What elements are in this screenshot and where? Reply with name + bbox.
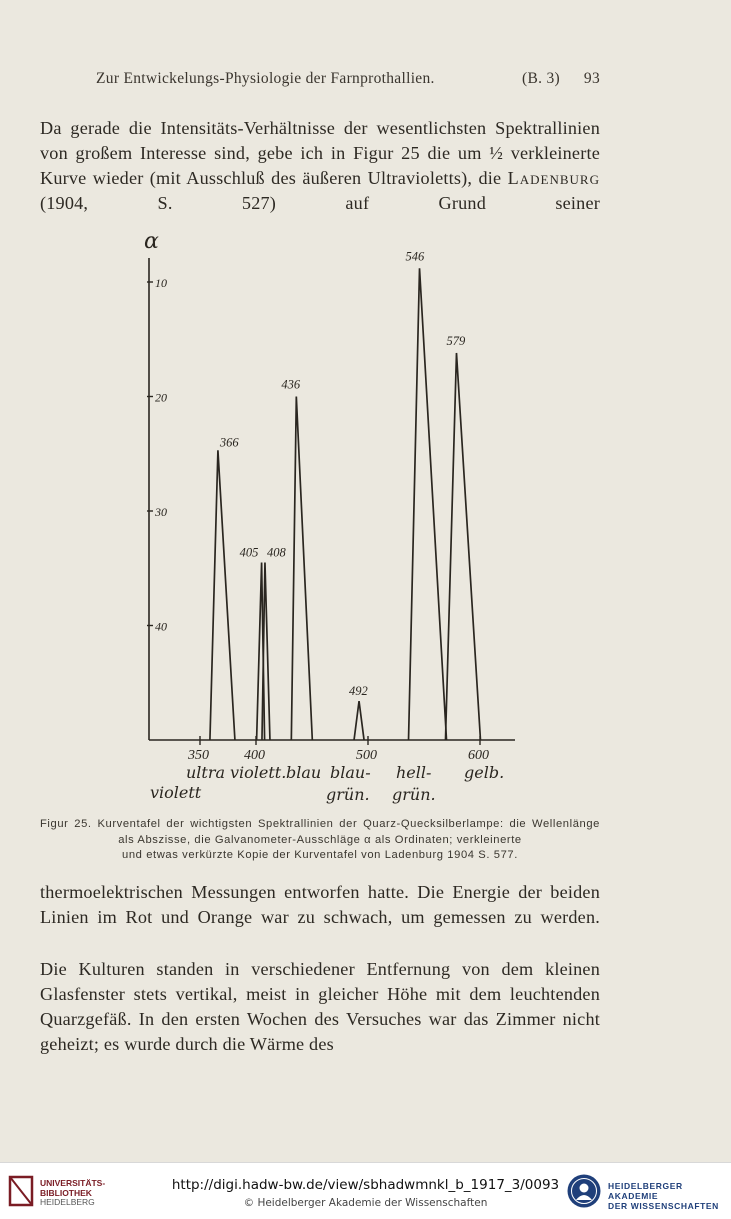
paragraph-1-text-b: (1904, S. 527) auf Grund seiner xyxy=(40,193,600,213)
peak-408 xyxy=(262,563,270,740)
peak-label-408: 408 xyxy=(266,545,286,560)
paragraph-1-text-a: Da gerade die Intensitäts-Verhältnisse der wesentlichsten Spektrallinien von großem Interesse sind, gebe ich in Figur 25 die um ½ verkleinerte Kurve wieder (mit Ausschluß des äußeren Ultravioletts), die xyxy=(40,118,600,188)
region-label-blau: blau xyxy=(286,763,322,782)
x-tick-label: 400 xyxy=(244,748,265,763)
author-name: Ladenburg xyxy=(507,168,600,188)
region-label-gruen-1: grün. xyxy=(326,785,370,804)
y-tick-label: 20 xyxy=(155,390,167,405)
y-tick-label: 40 xyxy=(155,619,167,634)
y-axis-label: α xyxy=(144,229,159,254)
x-tick-label: 350 xyxy=(188,748,209,763)
peak-546 xyxy=(409,268,447,740)
academy-name-line-1: HEIDELBERGER AKADEMIE xyxy=(608,1181,683,1201)
caption-line-1: Figur 25. Kurventafel der wichtigsten Spektrallinien der Quarz-Quecksilberlampe: die Wellenlänge als Abszisse, die Galvanometer-Ausschläge α als Ordinaten; verkleinerte xyxy=(40,818,600,846)
academy-name[interactable] xyxy=(608,1181,731,1211)
running-head-ref: (B. 3) xyxy=(522,70,560,87)
academy-seal-icon[interactable] xyxy=(566,1173,602,1209)
peak-366 xyxy=(210,450,235,740)
footer-bar xyxy=(0,1162,731,1219)
peak-label-579: 579 xyxy=(446,333,466,348)
region-label-gelb: gelb. xyxy=(464,763,505,782)
spectral-chart xyxy=(130,228,530,808)
ub-city: HEIDELBERG xyxy=(40,1197,95,1207)
academy-name-line-2: DER WISSENSCHAFTEN xyxy=(608,1201,719,1211)
ub-name-line-1: UNIVERSITÄTS- xyxy=(40,1178,106,1188)
region-label-blau-gruen: blau- xyxy=(330,763,371,782)
caption-line-2: und etwas verkürzte Kopie der Kurventafel von Ladenburg 1904 S. 577. xyxy=(122,849,518,861)
y-tick-label: 10 xyxy=(155,276,167,290)
paragraph-3: Die Kulturen standen in verschiedener Entfernung von dem kleinen Glasfenster stets vertikal, meist in gleicher Höhe mit dem leuchtenden Quarzgefäß. In den ersten Wochen des Versuches war das Zimmer nicht geheizt; es wurde durch die Wärme des xyxy=(40,959,600,1054)
peak-579 xyxy=(445,353,480,740)
region-label-violett: violett. xyxy=(230,763,287,782)
x-tick-label: 500 xyxy=(356,748,377,763)
paragraph-1 xyxy=(40,116,600,216)
figure-25 xyxy=(130,228,530,808)
peak-label-436: 436 xyxy=(281,377,301,392)
running-head-title: Zur Entwickelungs-Physiologie der Farnprothallien. xyxy=(96,70,435,87)
y-tick-label: 30 xyxy=(155,505,167,519)
figure-caption xyxy=(40,817,600,864)
region-label-ultra: ultra xyxy=(186,763,226,782)
region-label-hell: hell- xyxy=(396,763,432,782)
region-label-gruen-2: grün. xyxy=(392,785,436,804)
copyright-notice: © Heidelberger Akademie der Wissenschaften xyxy=(243,1197,488,1209)
x-tick-label: 600 xyxy=(468,748,489,763)
region-label-violett-uv: violett xyxy=(150,783,202,802)
permalink-url[interactable]: http://digi.hadw-bw.de/view/sbhadwmnkl_b_1917_3/0093 xyxy=(171,1177,560,1193)
page-number: 93 xyxy=(583,70,600,87)
peak-436 xyxy=(291,397,312,741)
paragraph-2: thermoelektrischen Messungen entworfen hatte. Die Energie der beiden Linien im Rot und Orange war zu schwach, um gemessen zu werden. xyxy=(40,882,600,927)
peak-label-405: 405 xyxy=(239,545,259,560)
peak-label-546: 546 xyxy=(405,249,425,264)
peak-492 xyxy=(354,701,364,740)
peak-label-492: 492 xyxy=(349,684,368,699)
ub-name-line-2: BIBLIOTHEK xyxy=(40,1187,92,1198)
peak-label-366: 366 xyxy=(219,435,239,450)
